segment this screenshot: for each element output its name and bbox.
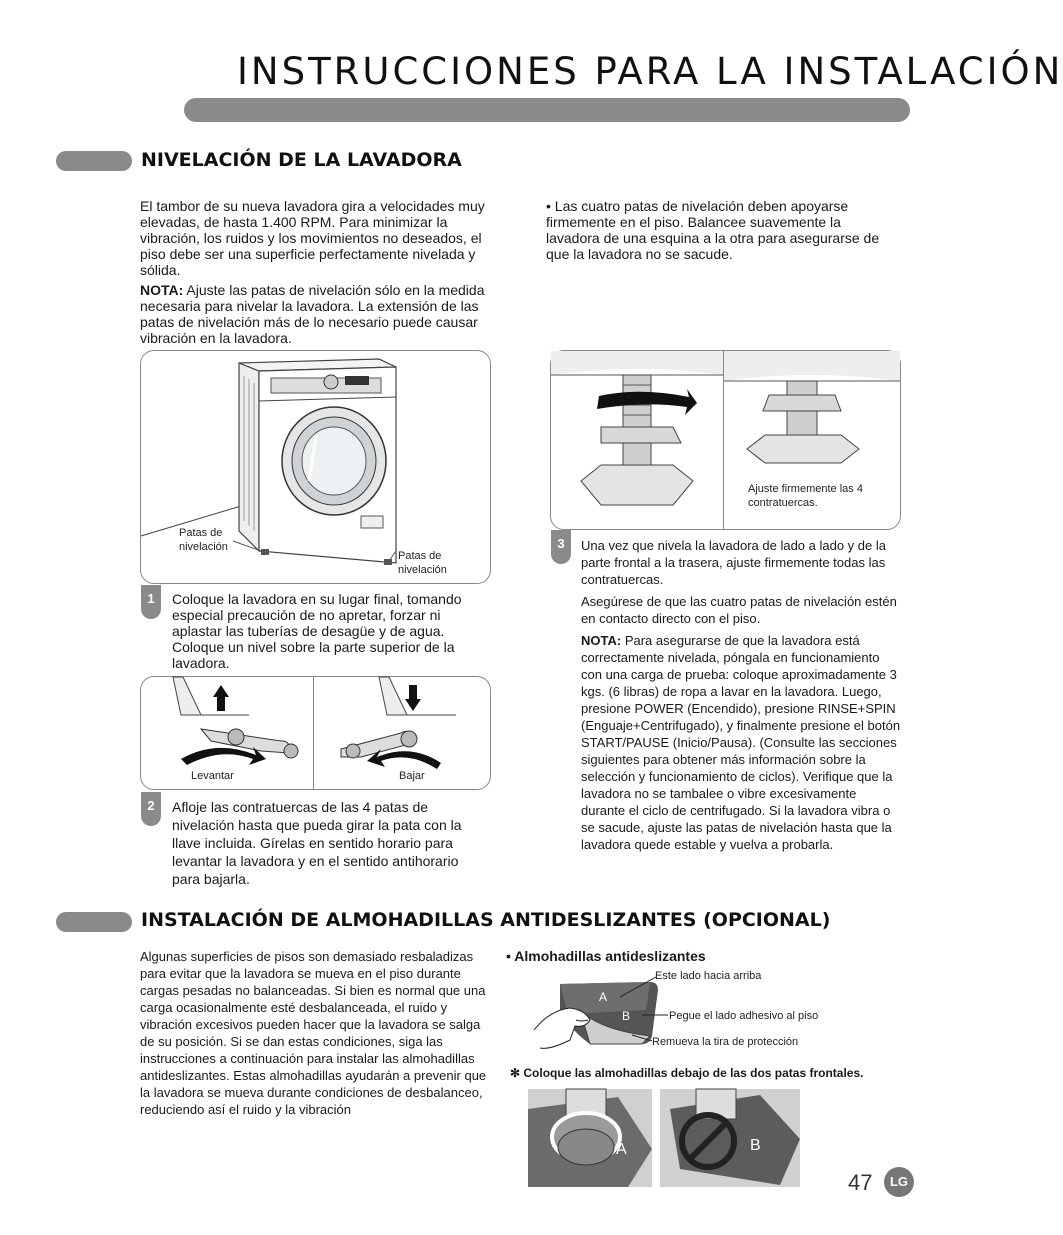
- pad-b-illustration: [660, 1089, 800, 1187]
- step-3-text-2: Asegúrese de que las cuatro patas de nivelación estén en contacto directo con el piso.: [581, 594, 897, 626]
- pad-a-illustration: [528, 1089, 652, 1187]
- washer-figure: [140, 350, 491, 584]
- step-1-number: 1: [147, 591, 155, 606]
- intro-paragraph: El tambor de su nueva lavadora gira a velocidades muy elevadas, de hasta 1.400 RPM. Para minimizar la vibración, los ruidos y los movimientos no deseados, el piso debe ser una superficie perfectamente nivelada y sólida.: [140, 198, 485, 278]
- title-bar: [184, 98, 910, 122]
- note-label: NOTA:: [140, 282, 184, 298]
- fig3-label: Ajuste firmemente las 4 contratuercas.: [748, 483, 863, 509]
- step-2-tab: [141, 792, 161, 826]
- page-title: INSTRUCCIONES PARA LA INSTALACIÓN: [237, 50, 1063, 93]
- photo-pad-a: [528, 1089, 652, 1187]
- pads-note: ✻ Coloque las almohadillas debajo de las dos patas frontales.: [510, 1066, 864, 1080]
- page-number: 47: [848, 1170, 873, 1195]
- step-3-note-label: NOTA:: [581, 633, 622, 648]
- fig2-label-right: Bajar: [399, 770, 425, 782]
- photo-pad-b: [660, 1089, 800, 1187]
- pads-title: • Almohadillas antideslizantes: [506, 948, 706, 964]
- fig1-label-left: Patas de nivelación: [179, 527, 228, 553]
- photo-letter-a: A: [616, 1141, 627, 1158]
- step-3-tab: [551, 530, 571, 564]
- section-heading-pads: INSTALACIÓN DE ALMOHADILLAS ANTIDESLIZANTES (OPCIONAL): [141, 909, 831, 931]
- fig2-label-left: Levantar: [191, 770, 234, 782]
- step-2-number: 2: [147, 798, 155, 813]
- pad-leader-lines: [612, 975, 672, 1050]
- locknut-figure: [550, 350, 901, 530]
- step-3-text: Una vez que nivela la lavadora de lado a lado y de la parte frontal a la trasera, ajuste firmemente todas las contratuercas.: [581, 538, 886, 587]
- section-marker: [56, 151, 132, 171]
- step-3-note-text: Para asegurarse de que la lavadora está correctamente nivelada, póngala en funcionamiento con una carga de prueba: coloque aproximadamente 3 kgs. (6 libras) de ropa a lavar en la lavadora. Luego, presione POWER (Encendido), presione RINSE+SPIN (Enguaje+Centrifugado), y finalmente presione el botón START/PAUSE (Inicio/Pausa). (Consulte las secciones siguientes para obtener más información sobre la selección y funcionamiento de ciclos). Verifique que la lavadora no se tambalee o vibre excesivamente durante el ciclo de centrifugado. Si la lavadora vibra o se sacude, ajuste las patas de nivelación hasta que la lavadora quede estable y vuelva a probarla.: [581, 633, 901, 852]
- section-marker-2: [56, 912, 132, 932]
- leveling-feet-figure: [140, 676, 491, 790]
- step-1-tab: [141, 585, 161, 619]
- note-text: Ajuste las patas de nivelación sólo en la medida necesaria para nivelar la lavadora. La extensión de las patas de nivelación más de lo necesario puede causar vibración en la lavadora.: [140, 282, 485, 346]
- pad-letter-a: A: [599, 990, 608, 1004]
- figure3-divider: [723, 351, 724, 529]
- pad-label-up: Este lado hacia arriba: [655, 970, 762, 982]
- step-3-number: 3: [557, 536, 565, 551]
- step-3-note: [581, 632, 903, 853]
- step-3-content: [581, 537, 903, 853]
- step-2-text: Afloje las contratuercas de las 4 patas de nivelación hasta que pueda girar la pata con la llave incluida. Gírelas en sentido horario para levantar la lavadora y en el sentido antihorario para bajarla.: [172, 799, 462, 887]
- photo-letter-b: B: [750, 1137, 761, 1154]
- pads-body: Algunas superficies de pisos son demasiado resbaladizas para evitar que la lavadora se mueva en el piso durante cargas pesadas no balanceadas. Si bien es normal que una carga ocasionalmente esté desbalanceada, el ruido y vibración excesivos pueden hacer que la lavadora se salga de su posición. Si se dan estas condiciones, siga las instrucciones a continuación para instalar las almohadillas antideslizantes. Estas almohadillas ayudarán a prevenir que la lavadora se mueva durante condiciones de desbalanceo, reduciendo así el ruido y la vibración: [140, 949, 487, 1117]
- figure-divider: [313, 677, 314, 789]
- pad-label-remove: Remueva la tira de protección: [652, 1036, 799, 1048]
- pad-letter-b: B: [622, 1009, 631, 1023]
- leveling-bullet: • Las cuatro patas de nivelación deben apoyarse firmemente en el piso. Balancee suavemente la lavadora de una esquina a la otra para asegurarse de que la lavadora no se sacude.: [546, 198, 880, 262]
- lg-logo-icon: LG: [884, 1167, 914, 1197]
- leveling-intro: [140, 198, 504, 346]
- fig1-label-right: Patas de nivelación: [398, 550, 447, 576]
- pad-label-adhesive: Pegue el lado adhesivo al piso: [669, 1010, 819, 1022]
- note-paragraph: [140, 282, 504, 346]
- step-1-text: Coloque la lavadora en su lugar final, tomando especial precaución de no apretar, forzar ni aplastar las tuberías de desagüe y de agua. Coloque un nivel sobre la parte superior de la lavadora.: [172, 591, 462, 671]
- section-heading-leveling: NIVELACIÓN DE LA LAVADORA: [141, 149, 462, 171]
